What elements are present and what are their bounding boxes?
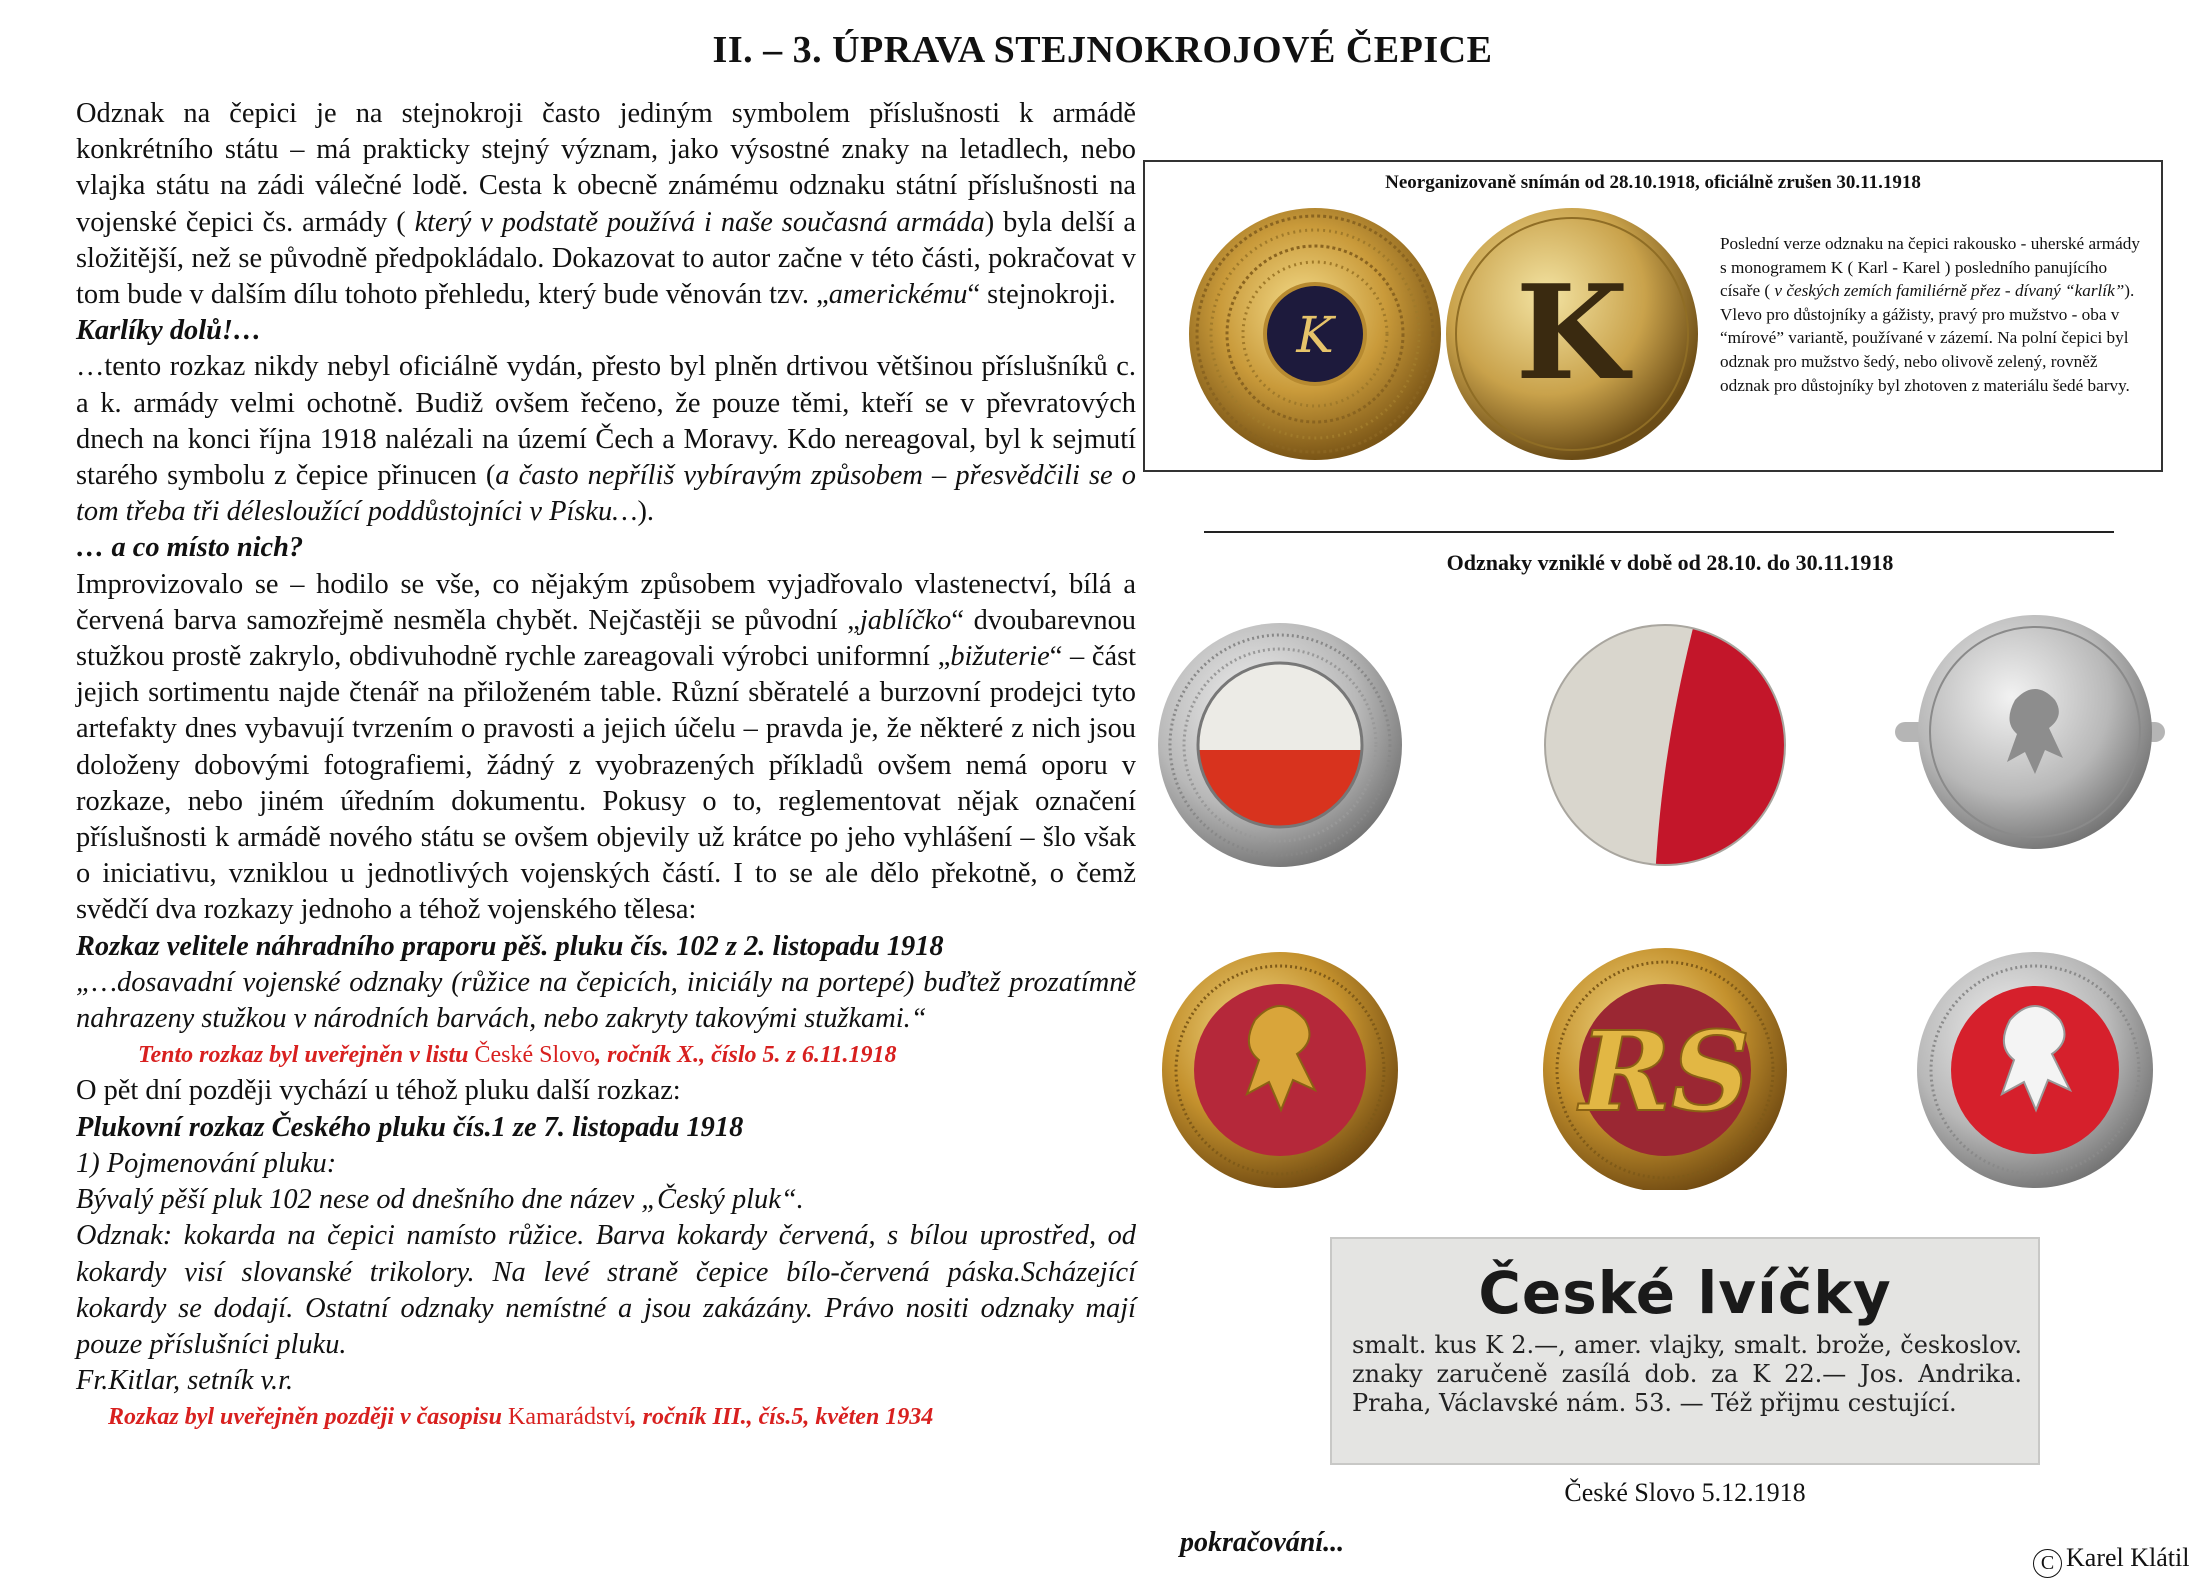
monogram-k-right: K [1515, 256, 1629, 409]
author-name: Karel Klátil [2066, 1543, 2190, 1572]
karlik-box-caption: Neorganizovaně snímán od 28.10.1918, oficiálně zrušen 30.11.1918 [1385, 172, 1921, 193]
continued-note: pokračování... [1180, 1527, 1345, 1558]
karlik-badges-image [1187, 206, 1707, 466]
karlik-description: Poslední verze odznaku na čepici rakousko - uherské armády s monogramem K ( Karl - Karel ) posledního panujícího císaře ( v českých zemích familiérně přez - dívaný “karlík”). Vlevo pro důstojníky a gážisty, pravý pro mužstvo - oba v “mírové” variantě, používané v zázemí. Na polní čepici byl odznak pro mužstvo šedý, nebo olivově zelený, rovněž odznak pro důstojníky byl zhotoven z materiálu šedé barvy. [1720, 234, 2140, 395]
karlik-info-box [1143, 160, 2163, 472]
page-title: II. – 3. ÚPRAVA STEJNOKROJOVÉ ČEPICE [712, 29, 1493, 71]
intro-paragraph: Odznak na čepici je na stejnokroji často jediným symbolem příslušnosti k armádě konkrétního státu – má prakticky stejný význam, jako výsostné znaky na letadlech, nebo vlajka státu na zádi válečné lodě. Cesta k obecně známému odznaku státní příslušnosti na vojenské čepici čs. armády ( který v podstatě používá i naše současná armáda) byla delší a složitější, než se původně předpokládalo. Dokazovat to autor začne v této části, pokračovat v tom bude v dalším dílu tohoto přehledu, který bude věnován tzv. „americkému“ stejnokroji. [76, 98, 1136, 311]
patriotic-badges-image [1155, 610, 2165, 1190]
order2-title: Plukovní rozkaz Českého pluku čís.1 ze 7. listopadu 1918 [76, 1111, 744, 1143]
soldier-karlik-badge [1446, 208, 1698, 460]
badges-caption: Odznaky vzniklé v době od 28.10. do 30.11.1918 [1446, 550, 1894, 575]
monogram-k-left: K [1296, 306, 1334, 364]
clipping-caption: České Slovo 5.12.1918 [1564, 1478, 1806, 1507]
copyright [2033, 1543, 2189, 1578]
order2-source: Rozkaz byl uveřejněn později v časopisu Kamarádství, ročník III., čís.5, květen 1934 [108, 1404, 934, 1431]
clipping-headline: České lvíčky [1478, 1259, 1892, 1327]
gold-lion-red-badge [1162, 952, 1398, 1188]
order1-title: Rozkaz velitele náhradního praporu pěš. pluku čís. 102 z 2. listopadu 1918 [76, 930, 944, 962]
rs-monogram-badge [1543, 948, 1787, 1190]
fabric-covered-button-badge [1535, 620, 1805, 880]
heading-karliky: Karlíky dolů!… [76, 315, 262, 347]
silver-lion-badge [1895, 615, 2165, 849]
section-divider [1204, 531, 2114, 533]
heading-co-misto-nich: … a co místo nich? [76, 532, 304, 564]
order2-line: 1) Pojmenování pluku: [76, 1147, 337, 1179]
officer-karlik-badge [1189, 208, 1441, 460]
silver-lion-red-enamel-badge [1917, 952, 2153, 1188]
order2-signature: Fr.Kitlar, setník v.r. [76, 1365, 294, 1397]
order1-source: Tento rozkaz byl uveřejněn v listu České Slovo, ročník X., číslo 5. z 6.11.1918 [138, 1042, 897, 1069]
improvisation-paragraph: Improvizovalo se – hodilo se vše, co nějakým způsobem vyjadřovalo vlastenectví, bílá a červená barva samozřejmě nesměla chybět. Nejčastěji se původní „jablíčko“ dvoubarevnou stužkou prostě zakrylo, obdivuhodně rychle zareagovali výrobci uniformní „bižuterie“ – část jejich sortimentu najde čtenář na přiloženém table. Různí sběratelé a burzovní prodejci tyto artefakty dnes vybavují tvrzením o pravosti a jejich účelu – pravda je, že některé z nich jsou doloženy dobovými fotografiemi, žádný z vyobrazených příkladů ovšem nemá oporu v rozkaze, nebo jiném úředním dokumentu. Pokusy o to, reglementovat nějak označení příslušnosti k armádě nového státu se ovšem objevily už krátce po jeho vyhlášení – šlo však o iniciativu, vzniklou u jednotlivých vojenských částí. I to se ale dělo překotně, o čemž svědčí dva rozkazy jednoho a téhož vojenského tělesa: [76, 568, 1136, 926]
karliky-paragraph: …tento rozkaz nikdy nebyl oficiálně vydán, přesto byl plněn drtivou většinou příslušníků c. a k. armády velmi ochotně. Budiž ovšem řečeno, že pouze těmi, kteří se v převratových dnech na konci října 1918 nalézali na území Čech a Moravy. Kdo nereagoval, byl k sejmutí starého symbolu z čepice přinucen (a často nepříliš vybíravým způsobem – přesvědčili se o tom třeba tři délesloužící poddůstojníci v Písku…). [76, 351, 1136, 528]
newspaper-clipping [1330, 1237, 2040, 1465]
order1-quote: „…dosavadní vojenské odznaky (růžice na čepicích, iniciály na portepé) buďtež prozatímně nahrazeny stužkou v národních barvách, nebo zakryty takovými stužkami.“ [76, 966, 1136, 1035]
clipping-text: smalt. kus K 2.—, amer. vlajky, smalt. brože, českoslov. znaky zaručeně zasílá dob. za K 22.— Jos. Andrika. Praha, Václavské nám. 53. — Též přijmu cestující. [1352, 1331, 2022, 1417]
ribbon-badge-white-red [1158, 623, 1402, 867]
order2-line: Odznak: kokarda na čepici namísto růžice. Barva kokardy červená, s bílou uprostřed, od kokardy visí slovanské trikolory. Na levé straně čepice bílo-červená páska.Scházející kokardy se dodají. Ostatní odznaky nemístné a jsou zakázány. Právo nositi odznaky mají pouze příslušníci pluku. [76, 1220, 1136, 1360]
rs-monogram: RS [1579, 1007, 1751, 1136]
order2-line: Bývalý pěší pluk 102 nese od dnešního dne název „Český pluk“. [76, 1184, 804, 1216]
para-five-days-later: O pět dní později vychází u téhož pluku další rozkaz: [76, 1075, 681, 1107]
copyright-icon: C [2033, 1549, 2062, 1578]
main-text-column [76, 96, 1136, 1436]
